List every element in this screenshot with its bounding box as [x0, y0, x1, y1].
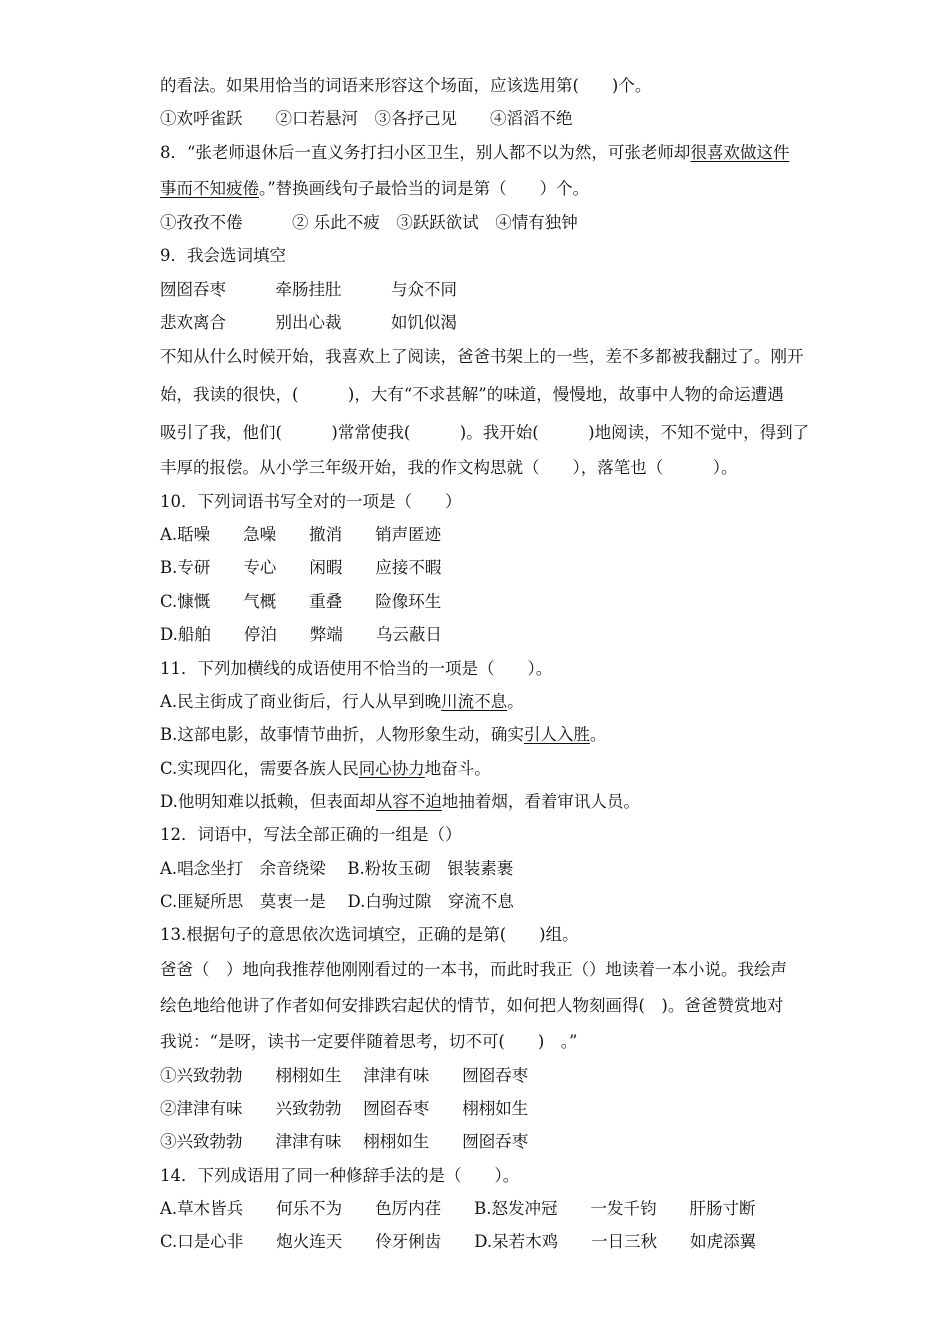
text-segment: 。	[589, 725, 607, 744]
text-line	[160, 1230, 800, 1254]
text-line	[160, 657, 800, 681]
text-line	[160, 523, 800, 547]
text-line	[160, 1197, 800, 1221]
text-segment: C.实现四化，需要各族人民	[160, 759, 359, 778]
text-line	[160, 1064, 800, 1088]
text-line	[160, 421, 810, 445]
text-segment: ①孜孜不倦 ② 乐此不疲 ③跃跃欲试 ④情有独钟	[160, 213, 578, 232]
underlined-phrase: 川流不息	[441, 692, 508, 711]
text-segment: 囫囵吞枣 牵肠挂肚 与众不同	[160, 280, 457, 299]
text-line	[160, 1130, 800, 1154]
text-segment: 地奋斗。	[424, 759, 491, 778]
text-segment: 的看法。如果用恰当的词语来形容这个场面，应该选用第( )个。	[160, 76, 652, 95]
text-segment: D.船舶 停泊 弊端 乌云蔽日	[160, 625, 442, 644]
text-segment: A.草木皆兵 何乐不为 色厉内荏 B.怒发冲冠 一发千钧 肝肠寸断	[160, 1199, 756, 1218]
text-line	[160, 623, 800, 647]
text-segment: 13.根据句子的意思依次选词填空，正确的是第( )组。	[160, 925, 579, 944]
text-segment: 悲欢离合 别出心裁 如饥似渴	[160, 313, 457, 332]
text-line	[160, 177, 800, 201]
text-line	[160, 383, 800, 407]
text-segment: 绘色地给他讲了作者如何安排跌宕起伏的情节，如何把人物刻画得( )。爸爸赞赏地对	[160, 996, 784, 1015]
text-line	[160, 141, 800, 165]
text-segment: 我说：“是呀，读书一定要伴随着思考，切不可( ) 。”	[160, 1032, 578, 1051]
text-line	[160, 244, 800, 268]
text-segment: A.民主街成了商业街后，行人从早到晚	[160, 692, 442, 711]
text-segment: 。”替换画线句子最恰当的词是第（ ）个。	[259, 179, 590, 198]
text-line	[160, 345, 804, 369]
text-line	[160, 311, 800, 335]
text-line	[160, 556, 800, 580]
text-segment: A.聒噪 急噪 撤消 销声匿迹	[160, 525, 442, 544]
text-line	[160, 823, 800, 847]
text-segment: C.慷慨 气概 重叠 险像环生	[160, 592, 442, 611]
text-segment: 地抽着烟，看着审讯人员。	[441, 792, 640, 811]
underlined-phrase: 同心协力	[358, 759, 425, 778]
text-line	[160, 857, 800, 881]
text-segment: C.匪疑所思 莫衷一是 D.白驹过隙 穿流不息	[160, 892, 514, 911]
text-segment: B.专研 专心 闲暇 应接不暇	[160, 558, 442, 577]
text-segment: A.唱念坐打 余音绕梁 B.粉妆玉砌 银装素裹	[160, 859, 514, 878]
text-line	[160, 278, 800, 302]
text-segment: 吸引了我，他们( )常常使我( )。我开始( )地阅读，不知不觉中，得到了	[160, 423, 810, 442]
underlined-phrase: 很喜欢做这件	[690, 143, 790, 162]
text-segment: 8．“张老师退休后一直义务打扫小区卫生，别人都不以为然，可张老师却	[160, 143, 691, 162]
text-line	[160, 74, 800, 98]
text-line	[160, 211, 800, 235]
text-segment: 12．词语中，写法全部正确的一组是（）	[160, 825, 462, 844]
text-line	[160, 923, 800, 947]
text-segment: 爸爸（ ）地向我推荐他刚刚看过的一本书，而此时我正（）地读着一本小说。我绘声	[160, 960, 787, 979]
text-segment: 丰厚的报偿。从小学三年级开始，我的作文构思就（ ），落笔也（ ）。	[160, 458, 738, 477]
text-line	[160, 757, 800, 781]
underlined-phrase: 引人入胜	[523, 725, 590, 744]
text-segment: ①兴致勃勃 栩栩如生 津津有味 囫囵吞枣	[160, 1066, 529, 1085]
text-segment: 。	[507, 692, 524, 711]
text-line	[160, 890, 800, 914]
text-segment: ②津津有味 兴致勃勃 囫囵吞枣 栩栩如生	[160, 1099, 529, 1118]
text-segment: ③兴致勃勃 津津有味 栩栩如生 囫囵吞枣	[160, 1132, 529, 1151]
text-line	[160, 107, 800, 131]
text-line	[160, 456, 800, 480]
text-line	[160, 1030, 800, 1054]
text-line	[160, 790, 800, 814]
text-line	[160, 690, 800, 714]
text-segment: D.他明知难以抵赖，但表面却	[160, 792, 376, 811]
text-segment: 始，我读的很快，( )，大有“不求甚解”的味道，慢慢地，故事中人物的命运遭遇	[160, 385, 784, 404]
text-segment: 不知从什么时候开始，我喜欢上了阅读，爸爸书架上的一些，差不多都被我翻过了。刚开	[160, 347, 804, 366]
text-segment: 9．我会选词填空	[160, 246, 286, 265]
underlined-phrase: 事而不知疲倦	[160, 179, 259, 198]
text-line	[160, 723, 800, 747]
text-line	[160, 1097, 800, 1121]
underlined-phrase: 从容不迫	[375, 792, 442, 811]
text-segment: 10．下列词语书写全对的一项是（ ）	[160, 492, 462, 511]
text-line	[160, 590, 800, 614]
text-line	[160, 1164, 800, 1188]
text-segment: 11．下列加横线的成语使用不恰当的一项是（ ）。	[160, 659, 553, 678]
text-line	[160, 994, 800, 1018]
text-segment: 14．下列成语用了同一种修辞手法的是（ ）。	[160, 1166, 520, 1185]
text-segment: ①欢呼雀跃 ②口若悬河 ③各抒己见 ④滔滔不绝	[160, 109, 573, 128]
text-line	[160, 490, 800, 514]
text-segment: B.这部电影，故事情节曲折，人物形象生动，确实	[160, 725, 524, 744]
text-line	[160, 958, 800, 982]
text-segment: C.口是心非 炮火连天 伶牙俐齿 D.呆若木鸡 一日三秋 如虎添翼	[160, 1232, 757, 1251]
